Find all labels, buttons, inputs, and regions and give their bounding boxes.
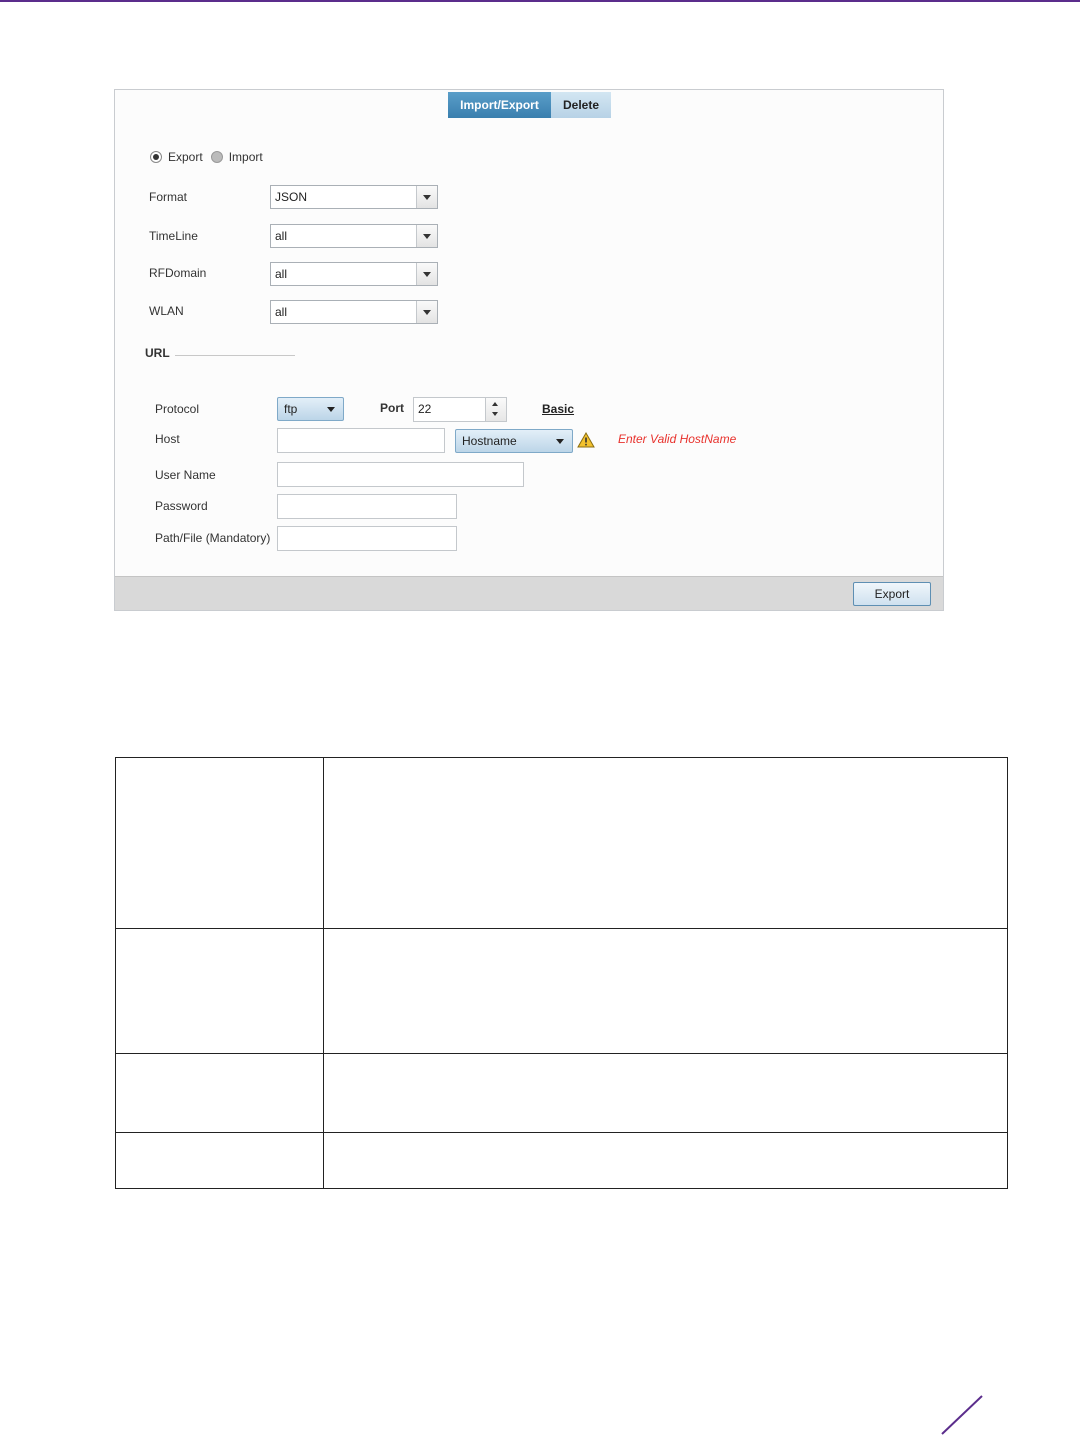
stepper-up-icon[interactable] [492,402,498,406]
chevron-down-icon [556,439,564,444]
description-table [115,757,1008,1189]
table-row [116,758,1008,929]
path-input[interactable] [277,526,457,551]
chevron-down-icon[interactable] [416,186,437,208]
import-radio[interactable] [211,151,223,163]
username-label: User Name [155,468,216,482]
protocol-label: Protocol [155,402,200,416]
wlan-select-value: all [275,305,288,319]
table-row [116,1054,1008,1133]
chevron-down-icon [327,407,335,412]
protocol-select-value: ftp [284,402,298,416]
port-stepper[interactable] [485,398,506,421]
host-error-message: Enter Valid HostName [618,432,737,446]
table-cell [116,929,324,1054]
chevron-down-icon[interactable] [416,301,437,323]
tab-delete[interactable]: Delete [551,92,611,118]
import-radio-label: Import [228,150,263,164]
chevron-down-icon[interactable] [416,225,437,247]
panel-footer [115,576,943,610]
format-select[interactable] [270,185,438,209]
host-type-select[interactable] [455,429,573,453]
password-input[interactable] [277,494,457,519]
mode-radio-group [150,150,271,164]
wlan-label: WLAN [149,304,184,318]
table-cell [324,929,1008,1054]
import-export-panel [114,89,944,611]
table-cell [324,758,1008,929]
table-cell [324,1133,1008,1189]
username-input[interactable] [277,462,524,487]
port-input-value: 22 [418,402,432,416]
url-section-divider [175,355,295,356]
rfdomain-select-value: all [275,267,288,281]
format-select-value: JSON [275,190,308,204]
format-label: Format [149,190,188,204]
timeline-select[interactable] [270,224,438,248]
timeline-select-value: all [275,229,288,243]
table-cell [116,758,324,929]
host-label: Host [155,432,180,446]
path-label: Path/File (Mandatory) [155,531,271,545]
protocol-select[interactable] [277,397,344,421]
rfdomain-label: RFDomain [149,266,207,280]
port-input[interactable] [413,397,507,422]
warning-icon [577,432,595,448]
chevron-down-icon[interactable] [416,263,437,285]
timeline-label: TimeLine [149,229,198,243]
host-type-select-value: Hostname [462,434,517,448]
wlan-select[interactable] [270,300,438,324]
table-cell [324,1054,1008,1133]
password-label: Password [155,499,208,513]
page-top-rule [0,0,1080,2]
url-section-label: URL [145,346,170,360]
export-button[interactable]: Export [853,582,931,606]
export-radio[interactable] [150,151,162,163]
basic-link[interactable]: Basic [542,402,575,416]
port-label: Port [380,401,404,415]
table-cell [116,1054,324,1133]
rfdomain-select[interactable] [270,262,438,286]
tab-bar [448,92,611,118]
tab-import-export[interactable]: Import/Export [448,92,551,118]
export-radio-label: Export [168,150,203,164]
stepper-down-icon[interactable] [492,412,498,416]
table-cell [116,1133,324,1189]
table-row [116,1133,1008,1189]
host-input[interactable] [277,428,445,453]
page-corner-slash-icon [938,1394,984,1436]
table-row [116,929,1008,1054]
